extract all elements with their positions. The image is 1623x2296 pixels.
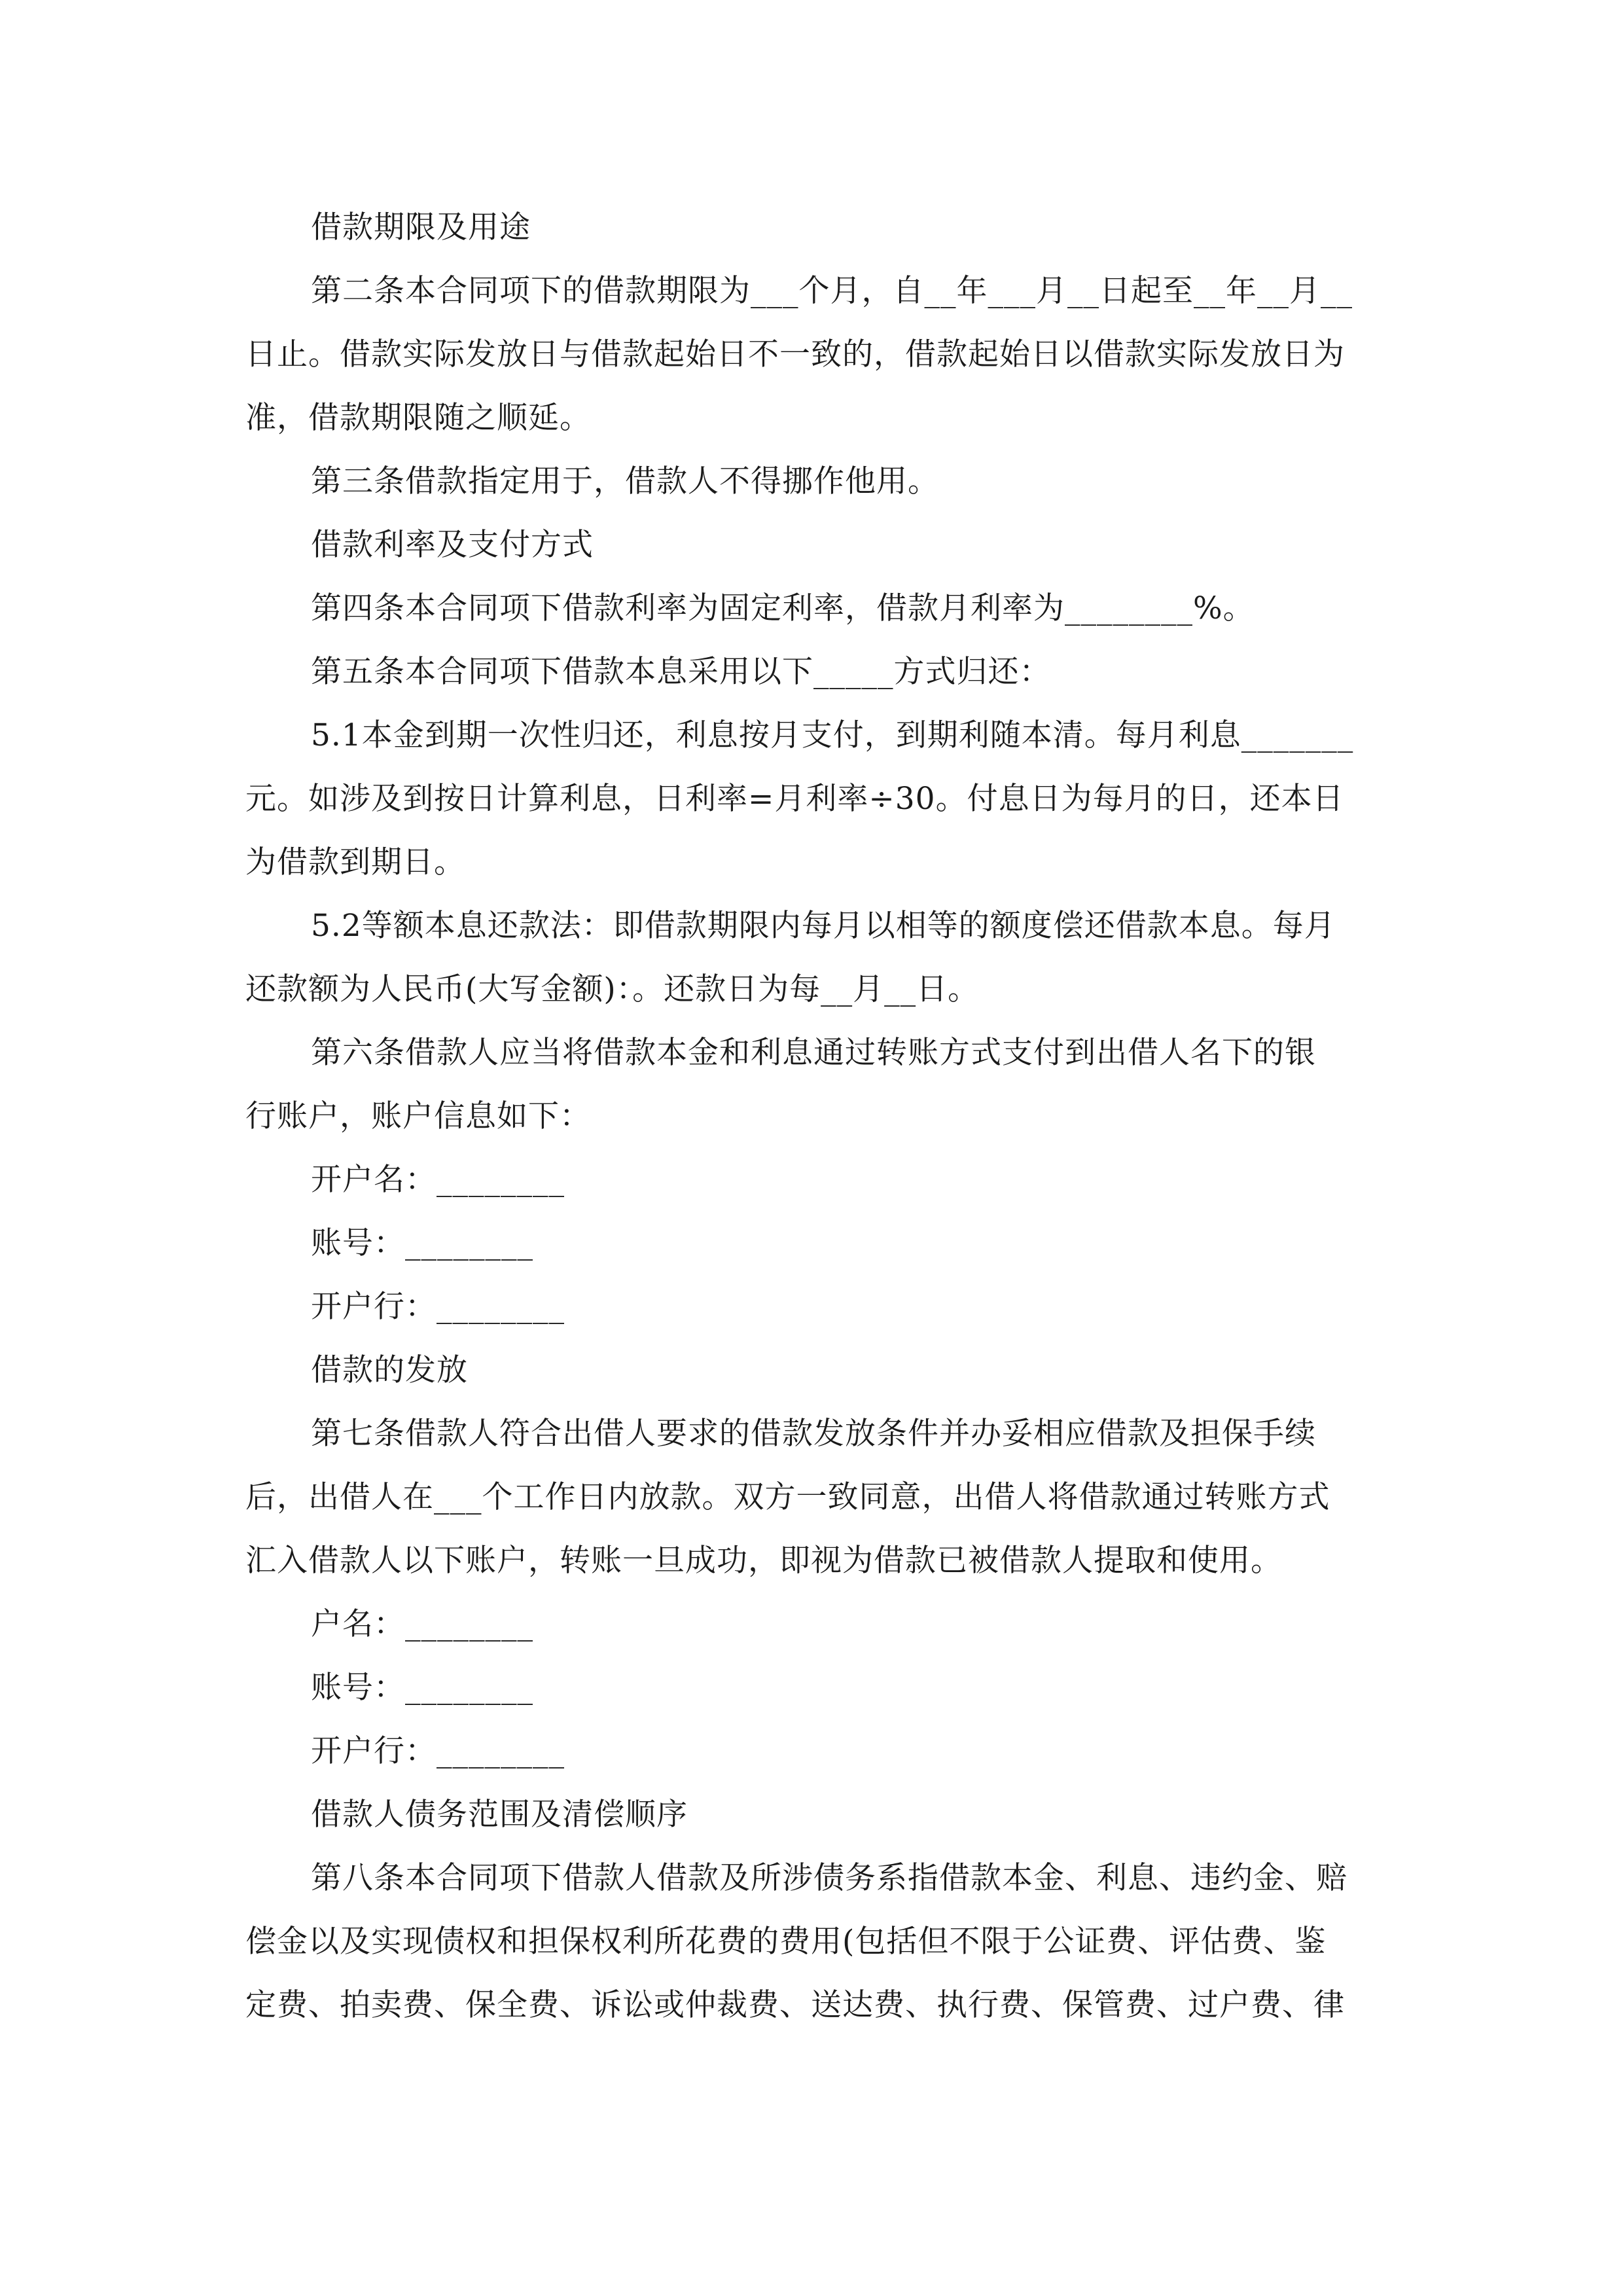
borrower-account-number: 账号：________	[311, 1670, 533, 1706]
clause-5-2-line-2: 还款额为人民币(大写金额)：。还款日为每__月__日。	[245, 971, 980, 1007]
section-heading-interest: 借款利率及支付方式	[311, 527, 594, 563]
lender-account-name: 开户名：________	[311, 1162, 565, 1198]
borrower-account-name: 户名：________	[311, 1606, 533, 1642]
clause-8-line-1: 第八条本合同项下借款人借款及所涉债务系指借款本金、利息、违约金、赔	[311, 1860, 1347, 1896]
clause-5-1-line-2: 元。如涉及到按日计算利息，日利率=月利率÷30。付息日为每月的日，还本日	[245, 781, 1344, 817]
clause-3: 第三条借款指定用于，借款人不得挪作他用。	[311, 463, 939, 499]
clause-2-line-3: 准，借款期限随之顺延。	[245, 400, 591, 436]
clause-8-line-3: 定费、拍卖费、保全费、诉讼或仲裁费、送达费、执行费、保管费、过户费、律	[245, 1987, 1345, 2023]
clause-5: 第五条本合同项下借款本息采用以下_____方式归还：	[311, 654, 1051, 690]
clause-8-line-2: 偿金以及实现债权和担保权利所花费的费用(包括但不限于公证费、评估费、鉴	[245, 1924, 1327, 1960]
clause-7-line-2: 后，出借人在___个工作日内放款。双方一致同意，出借人将借款通过转账方式	[245, 1479, 1330, 1515]
lender-account-bank: 开户行：________	[311, 1289, 565, 1325]
section-heading-disbursement: 借款的发放	[311, 1352, 468, 1388]
clause-2-line-2: 日止。借款实际发放日与借款起始日不一致的，借款起始日以借款实际发放日为	[245, 336, 1345, 372]
clause-7-line-1: 第七条借款人符合出借人要求的借款发放条件并办妥相应借款及担保手续	[311, 1416, 1316, 1452]
clause-2-line-1: 第二条本合同项下的借款期限为___个月，自__年___月__日起至__年__月__	[311, 273, 1353, 309]
clause-5-1-line-3: 为借款到期日。	[245, 844, 465, 880]
clause-7-line-3: 汇入借款人以下账户，转账一旦成功，即视为借款已被借款人提取和使用。	[245, 1543, 1282, 1579]
clause-5-1-line-1: 5.1本金到期一次性归还，利息按月支付，到期利随本清。每月利息_______	[311, 717, 1354, 753]
lender-account-number: 账号：________	[311, 1225, 533, 1261]
clause-6-line-1: 第六条借款人应当将借款本金和利息通过转账方式支付到出借人名下的银	[311, 1035, 1316, 1071]
section-heading-loan-term: 借款期限及用途	[311, 209, 531, 245]
clause-4: 第四条本合同项下借款利率为固定利率，借款月利率为________%。	[311, 590, 1255, 626]
clause-5-2-line-1: 5.2等额本息还款法：即借款期限内每月以相等的额度偿还借款本息。每月	[311, 908, 1336, 944]
section-heading-debt-scope: 借款人债务范围及清偿顺序	[311, 1797, 688, 1833]
borrower-account-bank: 开户行：________	[311, 1733, 565, 1769]
clause-6-line-2: 行账户，账户信息如下：	[245, 1098, 591, 1134]
